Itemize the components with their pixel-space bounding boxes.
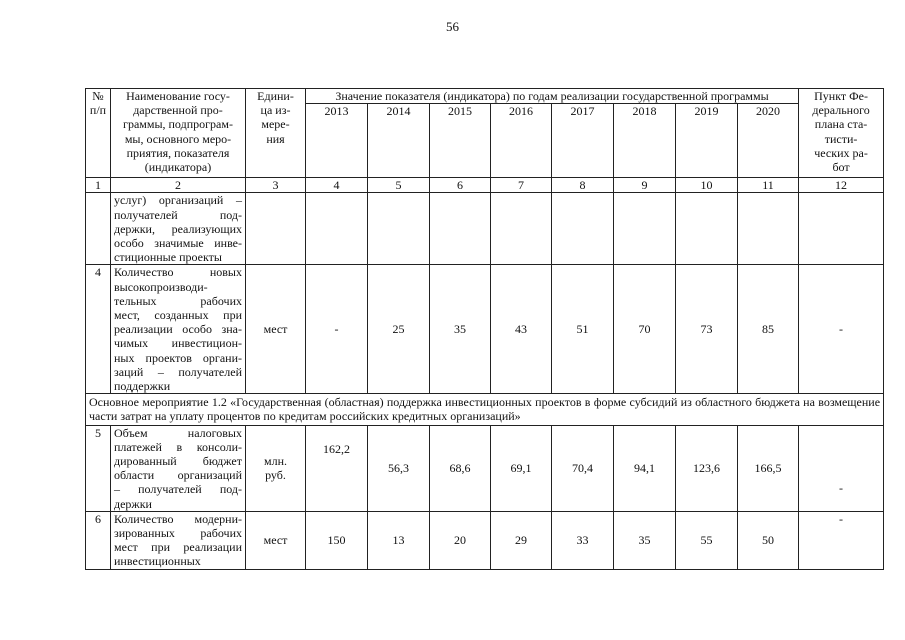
row-plan	[799, 193, 884, 265]
row-value: 50	[738, 511, 799, 569]
row-value: 150	[306, 511, 368, 569]
row-unit: мест	[246, 265, 306, 394]
row-name: услуг) организаций – получателей под- держки, реализующих особо значимые инве- стиционные проекты	[111, 193, 246, 265]
year-cell: 2014	[368, 104, 430, 178]
year-cell: 2019	[676, 104, 738, 178]
row-value: 68,6	[430, 425, 491, 511]
row-value: 70,4	[552, 425, 614, 511]
row-plan: -	[799, 511, 884, 569]
row-value: 162,2	[306, 425, 368, 511]
row-num: 4	[86, 265, 111, 394]
header-unit: Едини- ца из- мере- ния	[246, 89, 306, 178]
header-plan: Пункт Фе- дерального плана ста- тисти- ческих ра- бот	[799, 89, 884, 178]
row-plan: -	[799, 425, 884, 511]
year-cell: 2020	[738, 104, 799, 178]
header-num: № п/п	[86, 89, 111, 178]
row-num	[86, 193, 111, 265]
column-number: 8	[552, 178, 614, 193]
column-number: 9	[614, 178, 676, 193]
row-value: 35	[614, 511, 676, 569]
row-value: 69,1	[491, 425, 552, 511]
row-value: 35	[430, 265, 491, 394]
row-name: Количество новых высокопроизводи- тельных рабочих мест, созданных при реализации особо зна- чимых инвестицион- ных проектов органи- заций – получателей поддержки	[111, 265, 246, 394]
table-row	[86, 511, 884, 569]
table-row	[86, 265, 884, 394]
row-value: 51	[552, 265, 614, 394]
section-title: Основное мероприятие 1.2 «Государственная (областная) поддержка инвестиционных проектов в форме субсидий из областного бюджета на возмещение части затрат на уплату процентов по кредитам российских кредитных организаций»	[86, 394, 884, 425]
row-value: 85	[738, 265, 799, 394]
column-number: 2	[111, 178, 246, 193]
row-value: 29	[491, 511, 552, 569]
row-value: 123,6	[676, 425, 738, 511]
section-row	[86, 394, 884, 425]
row-value	[614, 193, 676, 265]
column-number: 11	[738, 178, 799, 193]
year-cell: 2015	[430, 104, 491, 178]
row-value	[676, 193, 738, 265]
column-number: 12	[799, 178, 884, 193]
column-number: 6	[430, 178, 491, 193]
year-cell: 2016	[491, 104, 552, 178]
row-value: 70	[614, 265, 676, 394]
row-name: Количество модерни- зированных рабочих мест при реализации инвестиционных	[111, 511, 246, 569]
row-value: 33	[552, 511, 614, 569]
column-number: 5	[368, 178, 430, 193]
row-value: 166,5	[738, 425, 799, 511]
year-cell: 2013	[306, 104, 368, 178]
header-name: Наименование госу- дарственной про- граммы, подпрограм- мы, основного меро- приятия, показателя (индикатора)	[111, 89, 246, 178]
indicator-table	[85, 88, 884, 570]
header-values-title: Значение показателя (индикатора) по годам реализации государственной программы	[306, 89, 799, 104]
column-number: 1	[86, 178, 111, 193]
column-number: 10	[676, 178, 738, 193]
header-row	[86, 89, 884, 104]
row-value: 94,1	[614, 425, 676, 511]
column-number: 7	[491, 178, 552, 193]
row-value	[491, 193, 552, 265]
column-number: 3	[246, 178, 306, 193]
year-cell: 2017	[552, 104, 614, 178]
column-numbers-row	[86, 178, 884, 193]
row-value: 20	[430, 511, 491, 569]
row-value: 55	[676, 511, 738, 569]
row-name: Объем налоговых платежей в консоли- дированный бюджет области организаций – получателей под- держки	[111, 425, 246, 511]
row-value: 56,3	[368, 425, 430, 511]
page-number: 56	[446, 19, 459, 34]
row-value	[368, 193, 430, 265]
row-value	[738, 193, 799, 265]
row-value	[430, 193, 491, 265]
row-value: 73	[676, 265, 738, 394]
row-value	[306, 193, 368, 265]
row-unit: мест	[246, 511, 306, 569]
row-unit: млн. руб.	[246, 425, 306, 511]
row-num: 6	[86, 511, 111, 569]
row-value	[552, 193, 614, 265]
row-value: 43	[491, 265, 552, 394]
year-cell: 2018	[614, 104, 676, 178]
row-num: 5	[86, 425, 111, 511]
table-row	[86, 425, 884, 511]
table-row	[86, 193, 884, 265]
column-number: 4	[306, 178, 368, 193]
row-value: 25	[368, 265, 430, 394]
row-value: 13	[368, 511, 430, 569]
row-unit	[246, 193, 306, 265]
row-value: -	[306, 265, 368, 394]
row-plan: -	[799, 265, 884, 394]
